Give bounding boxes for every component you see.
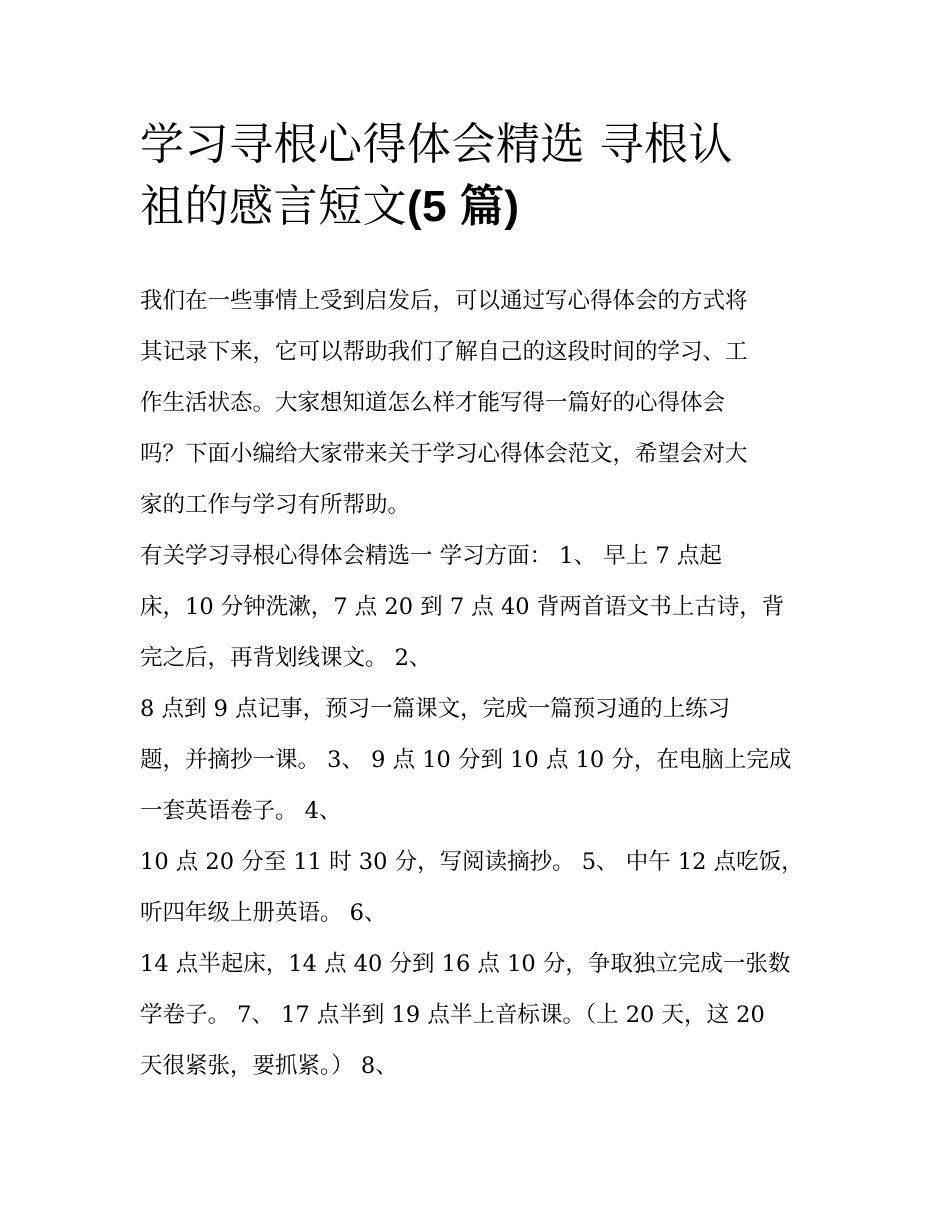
title-line-2: 祖的感言短文 (140, 181, 407, 232)
body-line: 14 点半起床，14 点 40 分到 16 点 10 分，争取独立完成一张数 (140, 951, 791, 977)
body-line: 听四年级上册英语。 6、 (140, 900, 387, 926)
body-line: 10 点 20 分至 11 时 30 分，写阅读摘抄。 5、 中午 12 点吃饭， (140, 849, 804, 875)
title-line-1: 学习寻根心得体会精选 寻根认 (140, 119, 733, 170)
title-count: (5 篇) (407, 182, 520, 231)
document-body (140, 276, 830, 1092)
body-line: 家的工作与学习有所帮助。 (140, 492, 411, 518)
body-line: 一套英语卷子。 4、 (140, 798, 342, 824)
body-line: 吗？下面小编给大家带来关于学习心得体会范文，希望会对大 (140, 441, 748, 467)
body-line: 床，10 分钟洗漱，7 点 20 到 7 点 40 背两首语文书上古诗，背 (140, 594, 785, 620)
body-line: 天很紧张，要抓紧。） 8、 (140, 1053, 398, 1079)
body-line: 我们在一些事情上受到启发后，可以通过写心得体会的方式将 (140, 288, 748, 314)
document-title (140, 114, 830, 238)
body-line: 其记录下来，它可以帮助我们了解自己的这段时间的学习、工 (140, 339, 748, 365)
body-line: 作生活状态。大家想知道怎么样才能写得一篇好的心得体会 (140, 390, 726, 416)
body-line: 完之后，再背划线课文。 2、 (140, 645, 432, 671)
body-line: 8 点到 9 点记事，预习一篇课文，完成一篇预习通的上练习 (140, 696, 731, 722)
body-line: 学卷子。 7、 17 点半到 19 点半上音标课。（上 20 天，这 20 (140, 1002, 765, 1028)
body-line: 有关学习寻根心得体会精选一 学习方面： 1、 早上 7 点起 (140, 543, 722, 569)
body-line: 题，并摘抄一课。 3、 9 点 10 分到 10 点 10 分，在电脑上完成 (140, 747, 792, 773)
